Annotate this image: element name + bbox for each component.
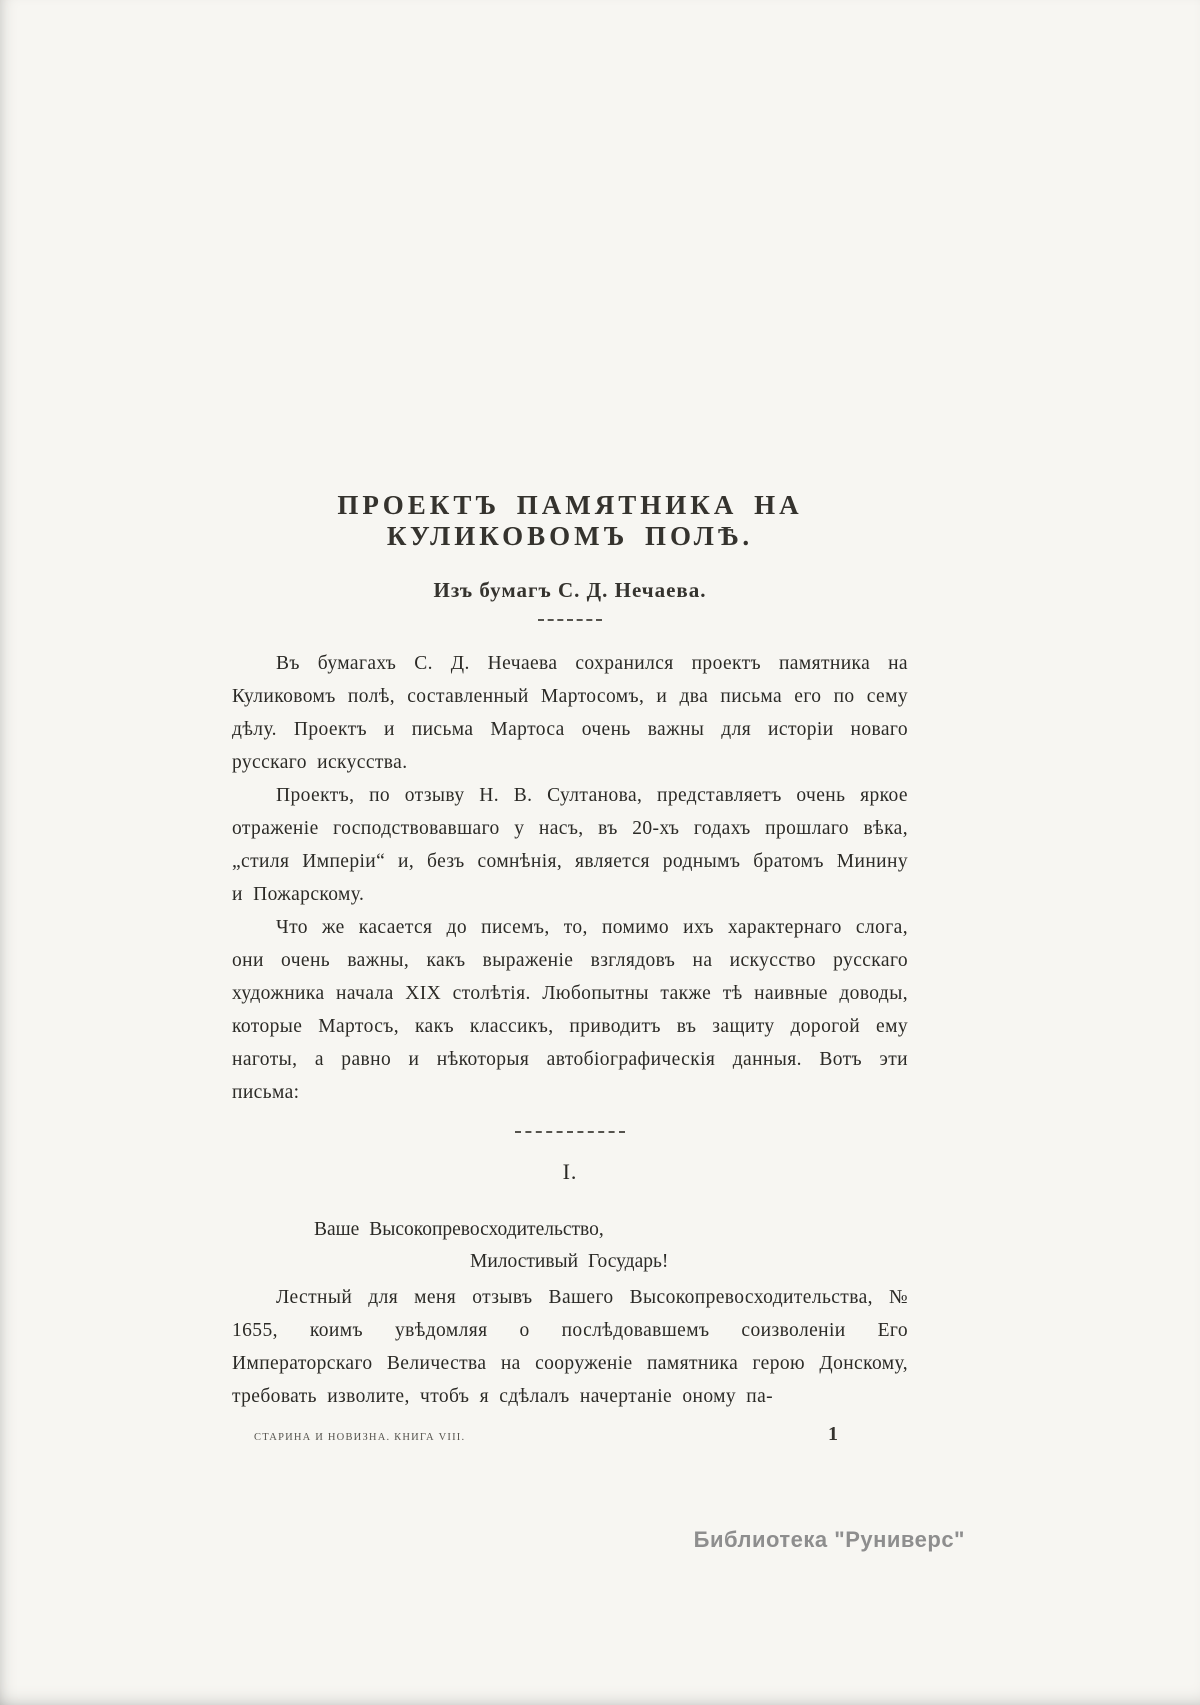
footer-imprint: СТАРИНА И НОВИЗНА. КНИГА VIII. — [254, 1432, 466, 1443]
library-watermark: Библиотека "Руниверс" — [693, 1527, 965, 1552]
letter-section-number: I. — [562, 1159, 578, 1184]
paragraph: Въ бумагахъ С. Д. Нечаева сохранился проектъ памятника на Куликовомъ полѣ, составленный Мартосомъ, и два письма его по сему дѣлу. Проектъ и письма Мартоса очень важны для исторіи новаго русскаго искусства. — [232, 653, 908, 773]
page-title: ПРОЕКТЪ ПАМЯТНИКА НА КУЛИКОВОМЪ ПОЛѢ. — [337, 490, 803, 551]
letter-salutation-line1: Ваше Высокопревосходительство, — [314, 1219, 604, 1240]
page-subtitle: Изъ бумагъ С. Д. Нечаева. — [433, 578, 707, 602]
letter-body-paragraph: Лестный для меня отзывъ Вашего Высокопревосходительства, № 1655, коимъ увѣдомляя о послѣдовавшемъ соизволеніи Его Императорскаго Величества на сооруженіе памятника герою Донскому, требовать изволите, чтобъ я сдѣлалъ начертаніе оному па- — [232, 1287, 908, 1407]
paragraph: Что же касается до писемъ, то, помимо ихъ характернаго слога, они очень важны, какъ выраженіе взглядовъ на искусство русскаго художника начала XIX столѣтія. Любопытны также тѣ наивные доводы, которые Мартосъ, какъ классикъ, приводитъ въ защиту дорогой ему наготы, а равно и нѣкоторыя автобіографическія данныя. Вотъ эти письма: — [232, 917, 908, 1103]
letter-salutation-line2: Милостивый Государь! — [470, 1251, 669, 1272]
page-footer — [232, 1423, 908, 1446]
text-column — [232, 490, 908, 1446]
section-divider — [515, 1131, 625, 1133]
section-divider — [538, 619, 602, 621]
paragraph: Проектъ, по отзыву Н. В. Султанова, представляетъ очень яркое отраженіе господствовавшаго у насъ, въ 20-хъ годахъ прошлаго вѣка, „стиля Имперіи“ и, безъ сомнѣнія, является роднымъ братомъ Минину и Пожарскому. — [232, 785, 908, 905]
footer-page-number: 1 — [828, 1423, 838, 1445]
